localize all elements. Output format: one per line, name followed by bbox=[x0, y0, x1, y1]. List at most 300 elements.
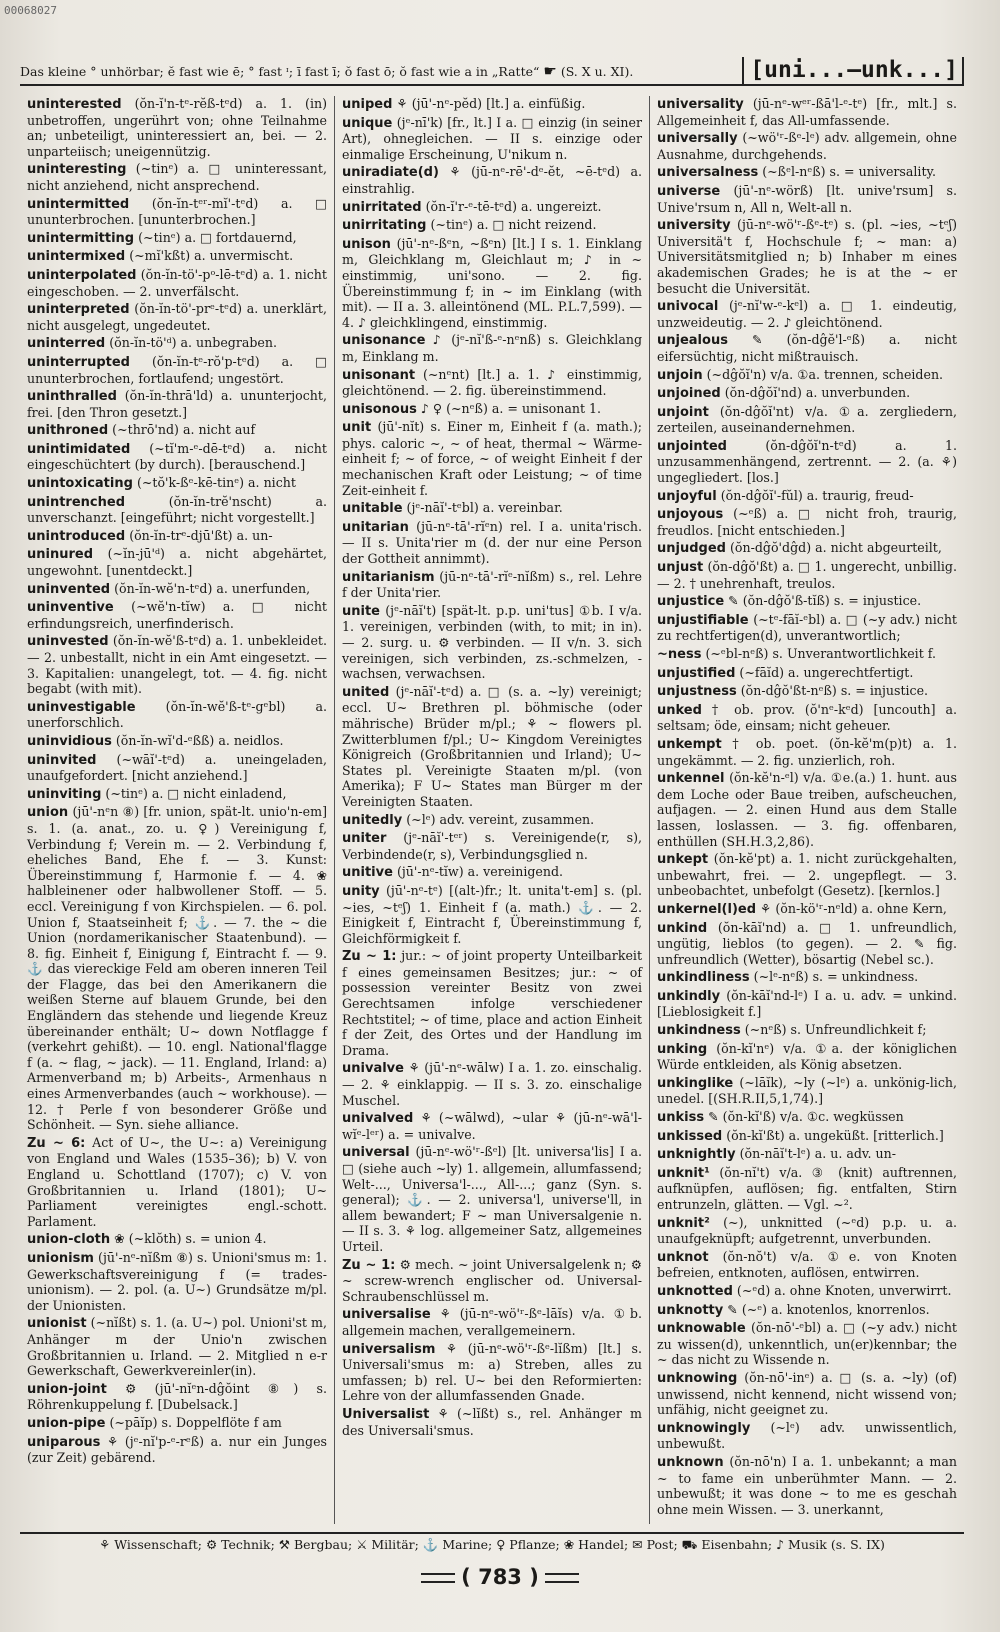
entry-headword: unionist bbox=[27, 1316, 87, 1332]
entry-definition: (ŏn-ĭ'r-ᵉ-tē-tᵉd) a. ungereizt. bbox=[425, 198, 602, 214]
dictionary-entry bbox=[342, 1257, 642, 1305]
dictionary-entry bbox=[657, 1128, 957, 1145]
entry-headword: unisonance bbox=[342, 333, 426, 349]
dictionary-entry bbox=[657, 1320, 957, 1368]
entry-headword: uninthralled bbox=[27, 389, 117, 405]
entry-headword: unkindliness bbox=[657, 970, 750, 986]
dictionary-entry bbox=[657, 770, 957, 849]
entry-headword: unked bbox=[657, 702, 702, 718]
entry-headword: uninterpreted bbox=[27, 302, 130, 318]
entry-definition: Act of U~, the U~: a) Vereinigung von England und Wales (1535–36); b) V. von England u. Schottland (1707); c) V. von Großbritannien u. Irland (1801); U~ Parliament vereinigtes engl.-schott. Parlament. bbox=[27, 1134, 327, 1229]
pointing-hand-icon: ☛ bbox=[543, 62, 557, 80]
dictionary-entry bbox=[342, 1341, 642, 1404]
entry-definition: ❀ (~klŏth) s. = union 4. bbox=[114, 1231, 267, 1247]
entry-headword: universalise bbox=[342, 1307, 431, 1323]
dictionary-entry bbox=[657, 1454, 957, 1517]
entry-headword: unkiss bbox=[657, 1110, 705, 1126]
dictionary-entry bbox=[657, 1109, 957, 1126]
entry-definition: (ŏn-dĝŏ'ßt-nᵉß) s. = injustice. bbox=[740, 683, 929, 699]
entry-headword: Zu ~ 1: bbox=[342, 949, 397, 965]
entry-definition: (jū'-nᵉ-tĭw) a. vereinigend. bbox=[396, 864, 564, 880]
entry-definition: (~tinᵉ) a. □ nicht reizend. bbox=[430, 217, 597, 233]
entry-headword: unknowing bbox=[657, 1370, 738, 1386]
entry-headword: univocal bbox=[657, 299, 719, 315]
pronunciation-key-text: Das kleine ° unhörbar; ĕ fast wie ē; ° fast ᶦ; ī fast ī; ŏ fast ō; ŏ fast wie a in „Ratte“ bbox=[20, 64, 540, 79]
dictionary-entry bbox=[657, 1146, 957, 1163]
entry-definition: ⚘ (jū-nᵉ-wö'ʳ-ßᵉ-lāĭs) v/a. ①b. allgemein machen, verallgemeinern. bbox=[342, 1306, 642, 1338]
dictionary-entry bbox=[657, 332, 957, 364]
entry-definition: (jū-nᵉ-wö'ʳ-ßᵉ-tᵉ) s. (pl. ~ies, ~tᵉʃ) Universitä't f, Hochschule f; ~ man: a) Universitätsmitglied n; b) Inhaber m eines akademischen Grades; he is at the ~ er besucht die Universität. bbox=[657, 217, 957, 296]
entry-headword: union-cloth bbox=[27, 1232, 111, 1248]
entry-headword: union bbox=[27, 805, 69, 821]
entry-headword: unjustified bbox=[657, 665, 736, 681]
entry-headword: unintroduced bbox=[27, 528, 126, 544]
column-1 bbox=[20, 96, 335, 1524]
entry-columns bbox=[20, 96, 964, 1524]
entry-definition: (~thrō'nd) a. nicht auf bbox=[112, 422, 256, 438]
dictionary-entry bbox=[657, 646, 957, 663]
entry-headword: uninviting bbox=[27, 786, 102, 802]
column-2 bbox=[335, 96, 650, 1524]
entry-headword: unitedly bbox=[342, 812, 403, 828]
dictionary-entry bbox=[657, 217, 957, 296]
entry-headword: ~ness bbox=[657, 647, 702, 662]
dictionary-entry bbox=[27, 1381, 327, 1413]
entry-headword: Zu ~ 1: bbox=[342, 1257, 396, 1273]
dictionary-entry bbox=[342, 500, 642, 517]
dictionary-entry bbox=[27, 752, 327, 784]
entry-headword: uniradiate(d) bbox=[342, 165, 439, 181]
dictionary-entry bbox=[342, 1110, 642, 1142]
entry-headword: unknot bbox=[657, 1249, 709, 1265]
dictionary-entry bbox=[27, 475, 327, 492]
entry-definition: (~tᵉ-fāĭ-ᵉbl) a. □ (~y adv.) nicht zu rechtfertigen(d), unverantwortlich; bbox=[657, 611, 957, 644]
entry-definition: (~lᵉ-nᵉß) s. = unkindness. bbox=[753, 969, 919, 985]
column-3 bbox=[650, 96, 964, 1524]
entry-headword: unintermitted bbox=[27, 196, 130, 212]
entry-definition: (jᵉ-nĭ'w-ᵉ-kᵉl) a. □ 1. eindeutig, unzweideutig. — 2. ♪ gleichtönend. bbox=[657, 298, 957, 330]
dictionary-entry bbox=[27, 230, 327, 247]
entry-headword: unirritating bbox=[342, 218, 427, 234]
entry-headword: uniter bbox=[342, 831, 387, 847]
entry-definition: (~lᵉ) adv. vereint, zusammen. bbox=[406, 811, 595, 827]
entry-headword: unknown bbox=[657, 1454, 724, 1470]
entry-headword: unkind bbox=[657, 920, 708, 936]
entry-definition: (ŏn-ĭ'n-tᵉ-rĕß-tᵉd) a. 1. (in) unbetroffen, ungerührt von; ohne Teilnahme an; unbeteiligt, uninteressiert an, bei. — 2. unparteiisch; uneigennützig. bbox=[27, 96, 327, 159]
entry-headword: unknit¹ bbox=[657, 1165, 710, 1181]
dictionary-entry bbox=[657, 367, 957, 384]
dictionary-entry bbox=[657, 164, 957, 181]
entry-definition: (ŏn-kĕ'pt) a. 1. nicht zurückgehalten, unbewahrt, frei. — 2. ungepflegt. — 3. unbeobachtet, unbefolgt (Gesetz). [kernlos.] bbox=[657, 851, 957, 899]
dictionary-entry bbox=[657, 683, 957, 700]
entry-headword: unintermitting bbox=[27, 230, 135, 246]
entry-definition: (jᵉ-nāĭ'-tᵉbl) a. vereinbar. bbox=[406, 500, 563, 516]
entry-headword: unjoint bbox=[657, 404, 709, 420]
entry-headword: unisonant bbox=[342, 367, 416, 383]
entry-headword: univalved bbox=[342, 1111, 414, 1127]
entry-headword: uninterred bbox=[27, 336, 106, 352]
entry-definition: ⚙ mech. ~ joint Universalgelenk n; ⚙ ~ screw-wrench englischer od. Universal-Schraubenschlüssel m. bbox=[342, 1256, 642, 1304]
entry-headword: uninvestigable bbox=[27, 699, 136, 715]
entry-headword: Universalist bbox=[342, 1406, 430, 1422]
dictionary-entry bbox=[657, 612, 957, 644]
entry-definition: (ŏn-ĭn-tᵉ-rŏ'p-tᵉd) a. □ ununterbrochen, fortlaufend; ungestört. bbox=[27, 353, 327, 386]
dictionary-entry bbox=[27, 733, 327, 750]
page-number bbox=[0, 1565, 1000, 1589]
entry-headword: uninteresting bbox=[27, 162, 127, 178]
entry-definition: ✎ (ŏn-kĭ'ß) v/a. ①c. wegküssen bbox=[708, 1109, 904, 1125]
entry-definition: (~pāĭp) s. Doppelflöte f am bbox=[109, 1414, 282, 1430]
dictionary-entry bbox=[657, 540, 957, 557]
entry-definition: (~ᵉd) a. ohne Knoten, unverwirrt. bbox=[736, 1282, 952, 1298]
entry-definition: (~wö'ʳ-ßᵉ-lᵉ) adv. allgemein, ohne Ausnahme, durchgehends. bbox=[657, 130, 957, 162]
entry-definition: ⚙ (jū'-nĭᵉn-dĝŏint ⑧) s. Röhrenkuppelung f. [Dubelsack.] bbox=[27, 1380, 327, 1413]
entry-definition: (ŏn-ĭn-trᵉ-djū'ßt) a. un- bbox=[129, 527, 273, 543]
entry-definition: ✎ (ŏn-dĝĕ'l-ᵉß) a. nicht eifersüchtig, nicht mißtrauisch. bbox=[657, 332, 957, 364]
see-reference: (S. X u. XI). bbox=[560, 64, 634, 79]
entry-definition: (~dĝŏĭ'n) v/a. ①a. trennen, scheiden. bbox=[706, 366, 944, 382]
entry-headword: univalve bbox=[342, 1061, 404, 1077]
dictionary-entry bbox=[27, 335, 327, 352]
dictionary-entry bbox=[27, 422, 327, 439]
entry-definition: (jᵉ-nāĭ'-tᵉʳ) s. Vereinigende(r, s), Verbindende(r, s), Verbindungsglied n. bbox=[342, 830, 642, 862]
dictionary-entry bbox=[657, 438, 957, 486]
entry-definition: ✎ (~ᵉ) a. knotenlos, knorrenlos. bbox=[727, 1301, 930, 1317]
dictionary-entry bbox=[342, 830, 642, 862]
entry-definition: ⚘ (jū-nᵉ-rē'-dᵉ-ĕt, ~ē-tᵉd) a. einstrahlig. bbox=[342, 164, 642, 196]
dictionary-entry bbox=[342, 236, 642, 331]
dictionary-entry bbox=[27, 388, 327, 420]
entry-definition: (ŏn-nŏ't) v/a. ①e. von Knoten befreien, entknoten, auflösen, entwirren. bbox=[657, 1248, 957, 1281]
dictionary-entry bbox=[657, 1249, 957, 1281]
entry-headword: unkept bbox=[657, 852, 709, 868]
entry-definition: (ŏn-kĭ'nᵉ) v/a. ①a. der königlichen Würde entkleiden, als König absetzen. bbox=[657, 1040, 957, 1073]
entry-definition: (jū-nᵉ-tā'-rĭᵉ-nĭßm) s., rel. Lehre f der Unita'rier. bbox=[342, 568, 642, 601]
entry-definition: (~wĕ'n-tĭw) a. □ nicht erfindungsreich, unerfinderisch. bbox=[27, 599, 327, 631]
entry-headword: unithroned bbox=[27, 423, 109, 439]
dictionary-entry bbox=[657, 665, 957, 682]
entry-headword: unking bbox=[657, 1041, 708, 1057]
entry-definition: ⚘ (jᵉ-nĭ'p-ᵉ-rᵉß) a. nur ein Junges (zur Zeit) gebärend. bbox=[27, 1433, 327, 1466]
entry-headword: unintermixed bbox=[27, 249, 126, 265]
entry-headword: union-joint bbox=[27, 1381, 107, 1397]
guide-words: [uni...—unk...] bbox=[742, 57, 964, 84]
dictionary-entry bbox=[342, 115, 642, 163]
entry-headword: uniped bbox=[342, 97, 393, 112]
entry-definition: (ŏn-dĝŏ'ßt) a. □ 1. ungerecht, unbillig. — 2. † unehrenhaft, treulos. bbox=[657, 559, 957, 591]
entry-headword: uninterrupted bbox=[27, 354, 130, 370]
entry-definition: (ŏn-nĭ't) v/a. ③ (knit) auftrennen, aufknüpfen, auflösen; fig. entfalten, Stirn entrunzeln, glätten. — Vgl. ~². bbox=[657, 1164, 957, 1212]
entry-definition: (ŏn-nāĭ't-lᵉ) a. u. adv. un- bbox=[739, 1146, 897, 1162]
entry-definition: ⚘ (jū-nᵉ-wö'ʳ-ßᵉ-lĭßm) [lt.] s. Universali'smus m: a) Streben, alles zu umfassen; b) rel. U~ bei den Reformierten: Lehre von der allumfassenden Gnade. bbox=[342, 1340, 642, 1404]
dictionary-entry bbox=[27, 301, 327, 333]
dictionary-entry bbox=[27, 1231, 327, 1248]
entry-definition: (ŏn-dĝŏ'dĝd) a. nicht abgeurteilt, bbox=[729, 540, 942, 556]
dictionary-entry bbox=[27, 96, 327, 159]
dictionary-entry bbox=[342, 1306, 642, 1338]
dictionary-entry bbox=[657, 130, 957, 162]
entry-definition: (jᵉ-nāĭ'-tᵉd) a. □ (s. a. ~ly) vereinigt; eccl. U~ Brethren pl. böhmische (oder mährische) Brüder m/pl.; ⚘ ~ flowers pl. Zwitterblumen f/pl.; U~ Kingdom Vereinigtes Königreich (Großbritannien und Irland); U~ States pl. Vereinigte Staaten m/pl. (von Amerika); F U~ States man Bürger m der Vereinigten Staaten. bbox=[342, 683, 642, 809]
dictionary-entry bbox=[657, 1283, 957, 1300]
entry-headword: unknowable bbox=[657, 1321, 746, 1337]
entry-headword: unjustness bbox=[657, 684, 737, 700]
entry-definition: (~fāĭd) a. ungerechtfertigt. bbox=[739, 664, 914, 680]
entry-definition: (jū'-nᵉ-wörß) [lt. unive'rsum] s. Unive'rsum n, All n, Welt-all n. bbox=[657, 182, 957, 215]
dictionary-entry bbox=[342, 164, 642, 196]
entry-definition: (jū'-nᵉ-nĭßm ⑧) s. Unioni'smus m: 1. Gewerkschaftsvereinigung f (= trades-unionism). — 2. pol. (a. U~) Grundsätze m/pl. der Unionisten. bbox=[27, 1249, 327, 1313]
entry-headword: unit bbox=[342, 420, 372, 436]
dictionary-entry bbox=[27, 546, 327, 578]
dictionary-entry bbox=[657, 488, 957, 505]
entry-headword: unjudged bbox=[657, 541, 726, 557]
dictionary-entry bbox=[342, 812, 642, 829]
dictionary-entry bbox=[657, 385, 957, 402]
dictionary-entry bbox=[657, 1420, 957, 1452]
dictionary-entry bbox=[27, 786, 327, 803]
entry-headword: unisonous bbox=[342, 401, 417, 417]
dictionary-entry bbox=[27, 528, 327, 545]
entry-definition: † ob. poet. (ŏn-kĕ'm(p)t) a. 1. ungekämmt. — 2. fig. unzierlich, roh. bbox=[657, 735, 957, 768]
page-id: 00068027 bbox=[4, 4, 57, 17]
entry-definition: (ŏn-ĭn-wĕ'ß-tᵉd) a. 1. unbekleidet. — 2. unbestallt, nicht in ein Amt eingesetzt. — 3. Kapitalien: unangelegt, tot. — 4. fig. nicht begabt (with mit). bbox=[27, 633, 327, 697]
entry-definition: (ŏn-nō'-ᵉbl) a. □ (~y adv.) nicht zu wissen(d), unkenntlich, un(er)kennbar; the ~ das nicht zu Wissende n. bbox=[657, 1320, 957, 1368]
entry-definition: ⚘ (~lĭßt) s., rel. Anhänger m des Universali'smus. bbox=[342, 1405, 642, 1438]
entry-definition: (ŏn-ĭn-trĕ'nscht) a. unverschanzt. [eingeführt; nicht vorgestellt.] bbox=[27, 493, 327, 526]
entry-definition: (~wāĭ'-tᵉd) a. uneingeladen, unaufgefordert. [nicht anziehend.] bbox=[27, 751, 327, 784]
dictionary-entry bbox=[27, 633, 327, 696]
entry-definition: (ŏn-dĝŏĭ'nt) v/a. ①a. zergliedern, zerteilen, auseinandernehmen. bbox=[657, 403, 957, 436]
entry-definition: (ŏn-ĭn-wĕ'n-tᵉd) a. unerfunden, bbox=[114, 580, 311, 596]
dictionary-entry bbox=[27, 1434, 327, 1466]
entry-definition: (~nĭßt) s. 1. (a. U~) pol. Unioni'st m, Anhänger m der Unio'n zwischen Großbritannien u. Irland. — 2. Mitglied n e-r Gewerkschaft, Gewerkvereinler(in). bbox=[27, 1315, 327, 1379]
dictionary-entry bbox=[657, 1165, 957, 1213]
entry-headword: uniparous bbox=[27, 1434, 101, 1450]
entry-headword: uninterested bbox=[27, 97, 122, 112]
entry-definition: ♪ (jᵉ-nĭ'ß-ᵉ-nᵉnß) s. Gleichklang m, Einklang m. bbox=[342, 332, 642, 364]
entry-definition: (ŏn-kĕ'n-ᵉl) v/a. ①e.(a.) 1. hunt. aus dem Loche oder Baue treiben, aufscheuchen, aufjagen. — 2. einen Hund aus dem Stalle lassen, loslassen. — 3. fig. offenbaren, enthüllen (SH.H.3,2,86). bbox=[657, 770, 957, 849]
entry-definition: (ŏn-dĝŏĭ'nd) a. unverbunden. bbox=[724, 385, 911, 401]
entry-definition: ⚘ (ŏn-kö'ʳ-nᵉld) a. ohne Kern, bbox=[760, 900, 947, 916]
entry-headword: universality bbox=[657, 97, 744, 112]
entry-headword: uninvested bbox=[27, 634, 109, 650]
dictionary-entry bbox=[342, 603, 642, 682]
entry-headword: unkennel bbox=[657, 771, 725, 787]
entry-definition: ✎ (ŏn-dĝŏ'ß-tĭß) s. = injustice. bbox=[728, 593, 922, 609]
entry-definition: (~nᵉnt) [lt.] a. 1. ♪ einstimmig, gleichtönend. — 2. fig. übereinstimmend. bbox=[342, 366, 642, 399]
entry-definition: (ŏn-kāĭ'nd) a. □ 1. unfreundlich, ungütig, lieblos (to gegen). — 2. ✎ fig. unfreundlich (Wetter), bösartig (Nebel sc.). bbox=[657, 919, 957, 967]
dictionary-entry bbox=[342, 367, 642, 399]
dictionary-entry bbox=[27, 804, 327, 1132]
dictionary-entry bbox=[657, 969, 957, 986]
entry-definition: (jū'-nĭt) s. Einer m, Einheit f (a. math.); phys. caloric ~, ~ of heat, thermal ~ Wärme-einheit f; ~ of force, ~ of weight Einheit f der mechanischen Kraft oder Leistung; ~ of time Zeit-einheit f. bbox=[342, 419, 642, 498]
entry-headword: unjustice bbox=[657, 594, 725, 610]
entry-headword: unjoyous bbox=[657, 507, 724, 523]
entry-definition: (~ßᵉl-nᵉß) s. = universality. bbox=[762, 164, 936, 180]
dictionary-entry bbox=[342, 1060, 642, 1108]
entry-headword: unjoin bbox=[657, 367, 703, 383]
dictionary-entry bbox=[27, 161, 327, 193]
entry-headword: uninterpolated bbox=[27, 267, 137, 283]
entry-definition: (ŏn-ĭn-wĭ'd-ᵉßß) a. neidlos. bbox=[115, 732, 284, 748]
page-number-rule-right bbox=[545, 1573, 579, 1583]
dictionary-entry bbox=[27, 599, 327, 631]
dictionary-entry bbox=[657, 920, 957, 968]
dictionary-entry bbox=[342, 401, 642, 418]
entry-headword: unintoxicating bbox=[27, 476, 133, 492]
entry-definition: (~ᵉbl-nᵉß) s. Unverantwortlichkeit f. bbox=[705, 646, 936, 661]
entry-definition: (jū-nᵉ-wö'ʳ-ßᵉl) [lt. universa'lis] I a. □ (siehe auch ~ly) 1. allgemein, allumfassend; Welt-..., Universa'l-..., All-...; ganz (Syn. s. general); ⚓. — 2. universa'l, universe'll, in allem bewandert; F ~ man Universalgenie n. — II s. 3. ⚘ log. allgemeiner Satz, allgemeines Urteil. bbox=[342, 1144, 642, 1254]
dictionary-entry bbox=[342, 332, 642, 364]
symbol-legend: ⚘ Wissenschaft; ⚙ Technik; ⚒ Bergbau; ⚔ Militär; ⚓ Marine; ♀ Pflanze; ❀ Handel; ✉ Post; ⛟ Eisenbahn; ♪ Musik (s. S. IX) bbox=[20, 1532, 964, 1554]
dictionary-entry bbox=[657, 702, 957, 734]
entry-headword: unknit² bbox=[657, 1215, 710, 1231]
entry-headword: united bbox=[342, 684, 390, 700]
entry-headword: unitarianism bbox=[342, 569, 435, 585]
entry-headword: unknightly bbox=[657, 1147, 736, 1163]
dictionary-entry bbox=[657, 1075, 957, 1107]
dictionary-entry bbox=[27, 1315, 327, 1378]
dictionary-entry bbox=[342, 569, 642, 601]
entry-headword: unkindly bbox=[657, 988, 721, 1004]
dictionary-entry bbox=[657, 1370, 957, 1418]
dictionary-entry bbox=[342, 1144, 642, 1254]
entry-definition: (ŏn-nō'n) I a. 1. unbekannt; a man ~ to fame ein unberühmter Mann. — 2. unbewußt; it was done ~ to me es geschah ohne mein Wissen. — 3. unerkannt, bbox=[657, 1453, 957, 1517]
entry-headword: universalism bbox=[342, 1341, 436, 1357]
entry-headword: unjealous bbox=[657, 333, 728, 349]
entry-definition: (ŏn-kāĭ'nd-lᵉ) I a. u. adv. = unkind. [Lieblosigkeit f.] bbox=[657, 987, 957, 1020]
entry-headword: uninventive bbox=[27, 600, 114, 616]
entry-definition: ⚘ (jū'-nᵉ-pĕd) [lt.] a. einfüßig. bbox=[396, 96, 586, 111]
dictionary-entry bbox=[657, 1041, 957, 1073]
dictionary-entry bbox=[657, 851, 957, 899]
dictionary-entry bbox=[342, 1406, 642, 1438]
dictionary-entry bbox=[657, 1215, 957, 1247]
page-number-rule-left bbox=[421, 1573, 455, 1583]
entry-headword: unkinglike bbox=[657, 1075, 734, 1091]
entry-headword: unique bbox=[342, 115, 393, 131]
entry-definition: (~lᵉ) adv. unwissentlich, unbewußt. bbox=[657, 1419, 957, 1452]
entry-headword: unitarian bbox=[342, 519, 409, 535]
entry-headword: universalness bbox=[657, 165, 759, 181]
entry-headword: uninvented bbox=[27, 581, 111, 597]
dictionary-entry bbox=[657, 901, 957, 918]
dictionary-entry bbox=[342, 419, 642, 498]
entry-definition: † ob. prov. (ŏ'nᵉ-kᵉd) [uncouth] a. seltsam; öde, einsam; nicht geheuer. bbox=[657, 701, 957, 734]
entry-definition: (~tinᵉ) a. □ fortdauernd, bbox=[138, 229, 297, 245]
entry-headword: unknowingly bbox=[657, 1420, 751, 1436]
entry-definition: (jū'-nᵉ-tᵉ) [(alt-)fr.; lt. unita't-em] s. (pl. ~ies, ~tᵉʃ) 1. Einheit f (a. math.) ⚓. — 2. Einigkeit f, Eintracht f, Übereinstimmung f, Gleichförmigkeit f. bbox=[342, 882, 642, 946]
dictionary-entry bbox=[27, 699, 327, 731]
entry-definition: (~tinᵉ) a. □ uninteressant, nicht anziehend, nicht ansprechend. bbox=[27, 161, 327, 193]
entry-definition: (~nᵉß) s. Unfreundlichkeit f; bbox=[744, 1022, 927, 1038]
dictionary-entry bbox=[342, 519, 642, 567]
entry-headword: uninvidious bbox=[27, 733, 112, 749]
dictionary-entry bbox=[657, 96, 957, 128]
entry-headword: unison bbox=[342, 236, 391, 252]
dictionary-entry bbox=[657, 1302, 957, 1319]
dictionary-entry bbox=[27, 494, 327, 526]
entry-definition: (ŏn-kĭ'ßt) a. ungeküßt. [ritterlich.] bbox=[726, 1127, 944, 1143]
entry-definition: ⚘ (~wālwd), ~ular ⚘ (jū-nᵉ-wā'l-wĭᵉ-lᵉʳ) a. = univalve. bbox=[342, 1110, 642, 1142]
entry-headword: unknotty bbox=[657, 1302, 724, 1318]
dictionary-entry bbox=[342, 199, 642, 216]
dictionary-entry bbox=[657, 404, 957, 436]
entry-headword: unjoyful bbox=[657, 488, 717, 504]
dictionary-entry bbox=[342, 217, 642, 234]
entry-headword: unjointed bbox=[657, 438, 727, 454]
entry-definition: (ŏn-ĭn-tᵉʳ-mĭ'-tᵉd) a. □ ununterbrochen. [ununterbrochen.] bbox=[27, 195, 327, 228]
dictionary-entry bbox=[657, 1022, 957, 1039]
entry-definition: (~lāĭk), ~ly (~lᵉ) a. unkönig-lich, unedel. [(SH.R.II,5,1,74).] bbox=[657, 1074, 957, 1107]
entry-definition: (ŏn-ĭn-thrā'ld) a. ununterjocht, frei. [den Thron gesetzt.] bbox=[27, 388, 327, 420]
dictionary-entry bbox=[657, 988, 957, 1020]
dictionary-entry bbox=[657, 183, 957, 215]
entry-definition: ♪ ♀ (~nᵉß) a. = unisonant 1. bbox=[420, 400, 602, 416]
entry-definition: (ŏn-nō'-inᵉ) a. □ (s. a. ~ly) (of) unwissend, nicht kennend, nicht wissend von; unfähig, nicht geeignet zu. bbox=[657, 1369, 957, 1418]
entry-definition: (~tŏ'k-ßᵉ-kē-tinᵉ) a. nicht bbox=[136, 475, 296, 491]
entry-headword: union-pipe bbox=[27, 1415, 106, 1431]
entry-headword: unity bbox=[342, 883, 380, 899]
entry-definition: (jᵉ-nī'k) [fr., lt.] I a. □ einzig (in seiner Art), ohnegleichen. — II s. einzige oder einmalige Erscheinung, U'nikum n. bbox=[342, 114, 642, 162]
dictionary-entry bbox=[342, 883, 642, 946]
dictionary-entry bbox=[27, 1250, 327, 1313]
pronunciation-key bbox=[20, 62, 633, 84]
entry-definition: (~), unknitted (~ᵉd) p.p. u. a. unaufgeknüpft; aufgetrennt, unverbunden. bbox=[657, 1214, 957, 1247]
dictionary-entry bbox=[342, 864, 642, 881]
entry-headword: unitive bbox=[342, 865, 393, 881]
entry-definition: (ŏn-ĭn-tö'ᵈ) a. unbegraben. bbox=[109, 335, 278, 351]
dictionary-entry bbox=[27, 267, 327, 299]
entry-definition: (ŏn-dĝŏĭ'n-tᵉd) a. 1. unzusammenhängend, zertrennt. — 2. (a. ⚘) ungegliedert. [los.] bbox=[657, 437, 957, 486]
entry-headword: universe bbox=[657, 183, 721, 199]
dictionary-entry bbox=[342, 948, 642, 1058]
dictionary-entry bbox=[657, 559, 957, 591]
entry-headword: unknotted bbox=[657, 1283, 733, 1299]
entry-definition: (jū'-nᵉn ⑧) [fr. union, spät-lt. unio'n-em] s. 1. (a. anat., zo. u. ♀) Vereinigung f, Verbindung f; Verein m. — 2. Verbindung f, eheliches Band, Ehe f. — 3. Kunst: Übereinstimmung f, Harmonie f. — 4. ❀ halbleinener oder halbwollener Stoff. — 5. eccl. Vereinigung f von Kirchspielen. — 6. pol. Union f, Staatseinheit f; ⚓. — 7. the ~ die Union (nordamerikanischer Staatenbund). — 8. fig. Einheit f, Einigung f, Eintracht f. — 9. ⚓ das viereckige Feld am oberen inneren Teil der Flagge, das bei den Amerikanern die weißen Sterne auf blauem Grunde, bei den Engländern das stehende und liegende Kreuz übereinander enthält; U~ down Notflagge f (verkehrt gehißt). — 10. engl. National'flagge f (a. ~ flag, ~ jack). — 11. England, Irland: a) Armenverband m; b) Arbeits-, Armenhaus n eines Armenverbandes (auch ~ workhouse). — 12. † Perle f von besonderer Größe und Schönheit. — Syn. siehe alliance. bbox=[27, 804, 327, 1133]
dictionary-entry bbox=[657, 736, 957, 768]
dictionary-entry bbox=[27, 441, 327, 473]
dictionary-entry bbox=[27, 1415, 327, 1432]
entry-headword: unjust bbox=[657, 560, 704, 576]
page-header bbox=[20, 50, 964, 86]
entry-headword: unjustifiable bbox=[657, 612, 749, 628]
entry-definition: (jū-nᵉ-tā'-rĭᵉn) rel. I a. unita'risch. — II s. Unita'rier m (d. der nur eine Person der Gottheit annimmt). bbox=[342, 518, 642, 567]
entry-headword: unjoined bbox=[657, 386, 721, 402]
entry-headword: unkissed bbox=[657, 1128, 723, 1144]
dictionary-entry bbox=[342, 684, 642, 810]
entry-headword: unintimidated bbox=[27, 441, 131, 457]
entry-headword: universal bbox=[342, 1145, 410, 1161]
entry-headword: unionism bbox=[27, 1250, 94, 1266]
entry-definition: (~ᵉß) a. □ nicht froh, traurig, freudlos. [nicht entschieden.] bbox=[657, 506, 957, 538]
entry-headword: unkempt bbox=[657, 736, 722, 752]
dictionary-entry bbox=[27, 581, 327, 598]
dictionary-entry bbox=[27, 196, 327, 228]
entry-headword: uninvited bbox=[27, 752, 97, 768]
entry-headword: unirritated bbox=[342, 199, 422, 215]
dictionary-entry bbox=[27, 354, 327, 386]
entry-definition: (ŏn-ĭn-tö'-prᵉ-tᵉd) a. unerklärt, nicht ausgelegt, ungedeutet. bbox=[27, 301, 327, 333]
entry-headword: university bbox=[657, 218, 731, 234]
entry-definition: (~mĭ'kßt) a. unvermischt. bbox=[129, 248, 294, 264]
entry-headword: Zu ~ 6: bbox=[27, 1135, 86, 1151]
entry-headword: unitable bbox=[342, 501, 403, 517]
dictionary-entry bbox=[657, 593, 957, 610]
entry-definition: (jū'-nᵉ-ßᵉn, ~ßᵉn) [lt.] I s. 1. Einklang m, Gleichklang m, Gleichlaut m; ♪ in ~ einstimmig, uni'sono. — 2. fig. Übereinstimmung f; in ~ im Einklang (with mit). — II a. 3. alleintönend (ML. P.L.7,599). — 4. ♪ gleichklingend, einstimmig. bbox=[342, 235, 642, 330]
entry-definition: (~tinᵉ) a. □ nicht einladend, bbox=[105, 785, 287, 801]
entry-definition: (~ĭn-jū'ᵈ) a. nicht abgehärtet, ungewohnt. [unentdeckt.] bbox=[27, 546, 327, 579]
entry-definition: (jᵉ-nāĭ't) [spät-lt. p.p. uni'tus] ①b. I v/a. 1. vereinigen, verbinden (with, to mit; in in). — 2. surg. u. ⚙ verbinden. — II v/n. 3. sich vereinigen, sich verbinden, zs.-schmelzen, -wachsen, verwachsen. bbox=[342, 602, 642, 682]
